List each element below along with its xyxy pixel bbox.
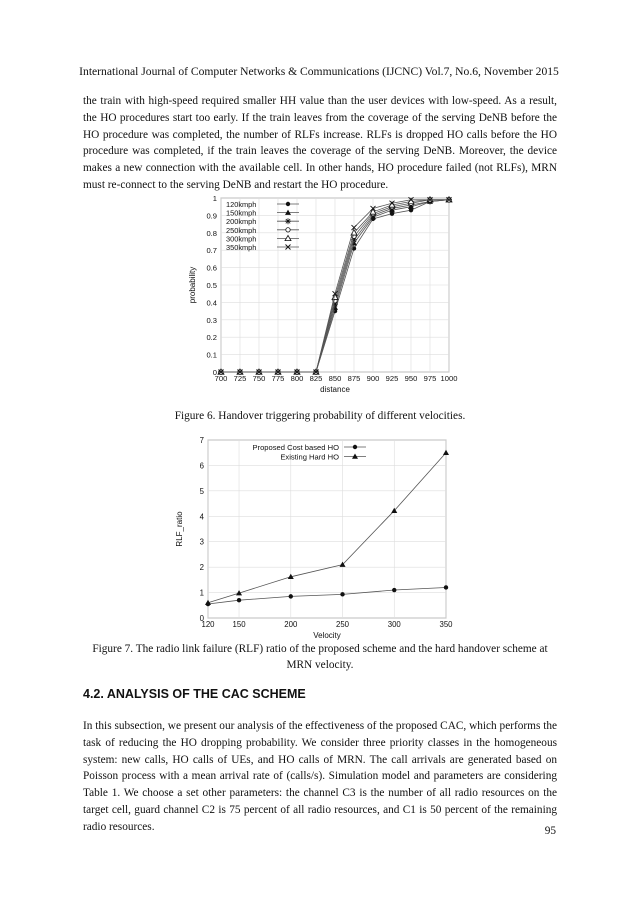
x-tick-label: 350: [439, 620, 453, 629]
legend-entry: 150kmph: [226, 208, 257, 218]
x-tick-label: 1000: [440, 374, 458, 383]
figure-6-caption: Figure 6. Handover triggering probability of different velocities.: [174, 410, 466, 422]
legend-entry: Proposed Cost based HO: [252, 443, 339, 452]
x-axis-label: Velocity: [313, 631, 341, 640]
x-tick-label: 200: [284, 620, 298, 629]
x-tick-label: 800: [290, 374, 304, 383]
y-axis-label: probability: [188, 266, 197, 304]
legend-marker: [286, 228, 290, 232]
x-tick-label: 775: [271, 374, 285, 383]
running-header: International Journal of Computer Networks & Communications (IJCNC) Vol.7, No.6, November 2015: [79, 65, 559, 78]
legend-entry: 350kmph: [226, 243, 257, 252]
x-tick-label: 825: [309, 374, 323, 383]
data-point: [340, 592, 344, 596]
y-tick-label: 2: [199, 563, 204, 573]
legend-entry: 300kmph: [226, 234, 257, 244]
data-point: [237, 598, 241, 602]
y-tick-label: 0: [212, 368, 217, 377]
figure-7-chart: [175, 432, 465, 644]
x-tick-label: 925: [385, 374, 399, 383]
y-tick-label: 0.7: [206, 246, 217, 256]
page-number: 95: [544, 825, 556, 837]
y-tick-label: 0.5: [206, 281, 217, 290]
legend-entry: Existing Hard HO: [280, 452, 339, 462]
x-tick-label: 850: [328, 374, 342, 383]
x-tick-label: 950: [404, 374, 418, 383]
y-tick-label: 6: [199, 461, 204, 471]
y-tick-label: 0.2: [206, 333, 217, 343]
x-tick-label: 750: [252, 374, 266, 383]
x-tick-label: 700: [214, 374, 228, 383]
legend-entry: 120kmph: [226, 200, 257, 209]
y-tick-label: 0.8: [206, 228, 217, 238]
data-point: [392, 588, 396, 592]
figure-7-caption: Figure 7. The radio link failure (RLF) ratio of the proposed scheme and the hard handover scheme at MRN velocity.: [92, 643, 548, 671]
y-tick-label: 5: [199, 486, 204, 496]
y-tick-label: 0.9: [206, 211, 217, 221]
y-tick-label: 0.1: [206, 350, 217, 360]
x-tick-label: 300: [387, 620, 401, 629]
x-tick-label: 900: [366, 374, 380, 383]
section-heading: 4.2. ANALYSIS OF THE CAC SCHEME: [83, 687, 306, 701]
x-tick-label: 725: [233, 374, 247, 383]
legend-marker: [285, 218, 291, 224]
x-tick-label: 120: [201, 620, 215, 629]
y-tick-label: 0.6: [206, 263, 217, 273]
y-tick-label: 3: [199, 537, 204, 547]
x-tick-label: 875: [347, 374, 361, 383]
y-tick-label: 0.3: [206, 315, 217, 325]
body-paragraph: the train with high-speed required smaller HH value than the user devices with low-speed. As a result, the HO procedures start too early. If the train leaves from the coverage of the serving DeNB before the HO procedure was completed, the number of RLFs increase. RLFs is dropped HO calls before the HO procedure was completed, if the train leaves the coverage of the serving DeNB. Moreover, the device makes a new connection with the available cell. In other hands, HO procedure failed (not RLFs), MRN must re-connect to the serving DeNB and restart the HO procedure.: [83, 95, 557, 191]
x-tick-label: 975: [423, 374, 437, 383]
x-axis-label: distance: [320, 385, 350, 394]
x-tick-label: 150: [232, 620, 246, 629]
y-tick-label: 7: [199, 436, 204, 445]
y-axis-label: RLF_ratio: [175, 511, 184, 547]
legend-marker: [286, 202, 290, 206]
legend-entry: 250kmph: [226, 225, 257, 235]
y-tick-label: 0.4: [206, 298, 217, 308]
y-tick-label: 0: [199, 614, 204, 623]
figure-6-chart: [175, 190, 465, 402]
y-tick-label: 1: [199, 588, 204, 598]
data-point: [289, 594, 293, 598]
x-tick-label: 250: [336, 620, 350, 629]
body-paragraph: In this subsection, we present our analysis of the effectiveness of the proposed CAC, which performs the task of reducing the HO dropping probability. We consider three priority classes in the homogeneous system: new calls, HO calls of UEs, and HO calls of MRN. The call arrivals are generated based on Poisson process with a mean arrival rate of (calls/s). Simulation model and parameters are considering Table 1. We choose a set other parameters: the channel C3 is the number of all radio resources on the target cell, guard channel C2 is 75 percent of all radio resources, and C1 is 50 percent of the remaining radio resources.: [83, 720, 557, 833]
data-point: [444, 585, 448, 589]
y-tick-label: 1: [212, 194, 217, 203]
legend-marker: [353, 445, 357, 449]
legend-entry: 200kmph: [226, 217, 257, 227]
y-tick-label: 4: [199, 512, 204, 522]
